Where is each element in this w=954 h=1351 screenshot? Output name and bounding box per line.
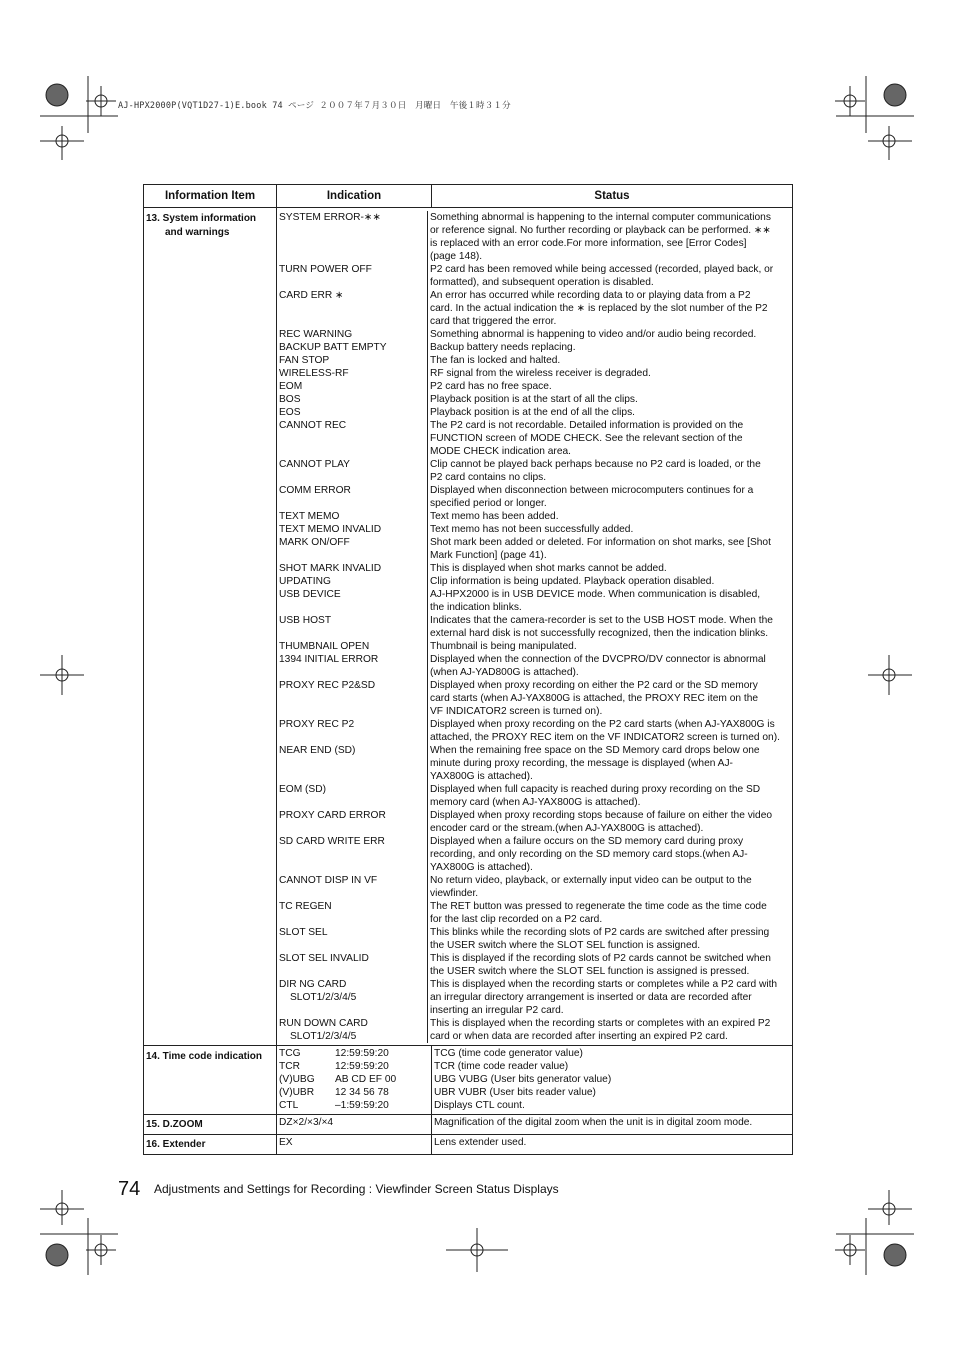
page-number: 74 <box>118 1178 141 1200</box>
indication-text <box>277 328 427 341</box>
time-code-value: 12:59:59:20 <box>335 1061 389 1072</box>
section-16-title: 16. Extender <box>146 1139 206 1150</box>
status-text <box>427 809 792 835</box>
time-code-status: TCR (time code reader value) <box>434 1061 569 1072</box>
section-16-row <box>144 1135 793 1155</box>
indication-text <box>277 744 427 783</box>
indication-text <box>277 783 427 809</box>
indication-text <box>277 523 427 536</box>
status-text <box>427 653 792 679</box>
indication-label: FAN STOP <box>279 355 330 366</box>
status-line: Backup battery needs replacing. <box>430 342 576 353</box>
list-item <box>277 393 792 406</box>
status-line: Playback position is at the end of all the clips. <box>430 407 635 418</box>
indication-label: EOM (SD) <box>279 784 326 795</box>
status-text <box>427 926 792 952</box>
status-text <box>427 354 792 367</box>
status-line: Displayed when proxy recording on either the P2 card or the SD memory <box>430 680 758 691</box>
indication-label: USB DEVICE <box>279 589 341 600</box>
status-line: VF INDICATOR2 screen is turned on). <box>430 706 603 717</box>
indication-label: PROXY REC P2&SD <box>279 680 376 691</box>
status-line: Displayed when disconnection between microcomputers continues for a <box>430 485 754 496</box>
list-item <box>277 900 792 926</box>
status-text <box>427 900 792 926</box>
status-text <box>427 783 792 809</box>
indication-text <box>277 952 427 978</box>
status-line: (when AJ-YAD800G is attached). <box>430 667 579 678</box>
indication-text <box>277 380 427 393</box>
indication-label: TC REGEN <box>279 901 332 912</box>
status-line: The RET button was pressed to regenerate the time code as the time code <box>430 901 767 912</box>
time-code-item <box>277 1086 431 1099</box>
status-line: the indication blinks. <box>430 602 522 613</box>
status-text <box>427 562 792 575</box>
status-line: This is displayed if the recording slots of P2 cards cannot be switched when <box>430 953 771 964</box>
status-line: specified period or longer. <box>430 498 547 509</box>
time-code-status: UBR VUBR (User bits reader value) <box>434 1087 596 1098</box>
section-15-title: 15. D.ZOOM <box>146 1119 203 1130</box>
list-item <box>277 614 792 640</box>
list-item <box>277 640 792 653</box>
status-line: Text memo has been added. <box>430 511 559 522</box>
indication-text <box>277 926 427 952</box>
indication-text <box>277 978 427 1017</box>
status-line: for the last clip recorded on a P2 card. <box>430 914 603 925</box>
indication-label: SLOT SEL INVALID <box>279 953 369 964</box>
time-code-status: TCG (time code generator value) <box>434 1048 583 1059</box>
status-line: P2 card has been removed while being accessed (recorded, played back, or <box>430 264 774 275</box>
column-header-item: Information Item <box>144 185 277 208</box>
indication-label: USB HOST <box>279 615 332 626</box>
indication-text <box>277 588 427 614</box>
time-code-label: (V)UBG <box>279 1074 315 1085</box>
status-text <box>427 380 792 393</box>
status-line: The P2 card is not recordable. Detailed information is provided on the <box>430 420 744 431</box>
indication-text <box>277 1017 427 1043</box>
time-code-label: TCG <box>279 1048 301 1059</box>
status-text <box>427 263 792 289</box>
indication-text <box>277 263 427 289</box>
section-15-row <box>144 1115 793 1135</box>
status-line: This blinks while the recording slots of P2 cards are switched after pressing <box>430 927 770 938</box>
time-code-item <box>277 1047 431 1060</box>
status-text <box>427 458 792 484</box>
indication-text <box>277 341 427 354</box>
status-line: Clip cannot be played back perhaps because no P2 card is loaded, or the <box>430 459 761 470</box>
status-line: minute during proxy recording, the message is displayed (when AJ- <box>430 758 733 769</box>
status-line: P2 card has no free space. <box>430 381 552 392</box>
indication-text <box>277 367 427 380</box>
status-line: When the remaining free space on the SD Memory card drops below one <box>430 745 760 756</box>
status-text <box>427 510 792 523</box>
status-line: YAX800G is attached). <box>430 771 533 782</box>
indication-text <box>277 900 427 926</box>
status-line: P2 card contains no clips. <box>430 472 547 483</box>
indication-label: SLOT SEL <box>279 927 328 938</box>
status-line: card starts (when AJ-YAX800G is attached, the PROXY REC item on the <box>430 693 759 704</box>
list-item <box>277 952 792 978</box>
status-text <box>427 211 792 263</box>
page-caption: Adjustments and Settings for Recording : Viewfinder Screen Status Displays <box>154 1182 559 1196</box>
list-item <box>277 458 792 484</box>
status-text <box>427 744 792 783</box>
time-code-status: UBG VUBG (User bits generator value) <box>434 1074 612 1085</box>
list-item <box>277 835 792 874</box>
status-line: Playback position is at the start of all the clips. <box>430 394 638 405</box>
indication-label: TEXT MEMO INVALID <box>279 524 382 535</box>
indication-label: SYSTEM ERROR-∗∗ <box>279 212 381 223</box>
indication-text <box>277 640 427 653</box>
indication-label: WIRELESS-RF <box>279 368 349 379</box>
status-text <box>427 393 792 406</box>
list-item <box>277 679 792 718</box>
indication-text <box>277 718 427 744</box>
section-15-status: Magnification of the digital zoom when the unit is in digital zoom mode. <box>432 1115 793 1135</box>
indication-label: CANNOT DISP IN VF <box>279 875 378 886</box>
status-text <box>427 614 792 640</box>
status-text <box>427 679 792 718</box>
time-code-status: Displays CTL count. <box>434 1100 525 1111</box>
indication-text <box>277 510 427 523</box>
list-item <box>277 380 792 393</box>
list-item <box>277 783 792 809</box>
status-text <box>427 536 792 562</box>
status-text <box>427 640 792 653</box>
indication-label: BOS <box>279 394 301 405</box>
list-item <box>277 1017 792 1043</box>
indication-text <box>277 562 427 575</box>
status-line: Shot mark been added or deleted. For information on shot marks, see [Shot <box>430 537 771 548</box>
section-14-statuses <box>434 1047 790 1112</box>
indication-label: UPDATING <box>279 576 331 587</box>
time-code-value: 12 34 56 78 <box>335 1087 389 1098</box>
status-line: Indicates that the camera-recorder is set to the USB HOST mode. When the <box>430 615 773 626</box>
list-item <box>277 510 792 523</box>
indication-text <box>277 406 427 419</box>
indication-label: EOM <box>279 381 303 392</box>
status-line: memory card (when AJ-YAX800G is attached). <box>430 797 641 808</box>
indication-text <box>277 614 427 640</box>
list-item <box>277 341 792 354</box>
indication-text <box>277 575 427 588</box>
status-text <box>427 523 792 536</box>
indication-text <box>277 484 427 510</box>
status-line: the USER switch where the SLOT SEL function is assigned is pressed. <box>430 966 750 977</box>
section-14-row <box>144 1046 793 1115</box>
list-item <box>277 406 792 419</box>
list-item <box>277 367 792 380</box>
time-code-value: –1:59:59:20 <box>335 1100 389 1111</box>
indication-text <box>277 809 427 835</box>
section-15-indication: DZ×2/×3/×4 <box>277 1115 432 1135</box>
indication-label: RUN DOWN CARD <box>279 1018 368 1029</box>
status-line: external hard disk is not successfully recognized, then the indication blinks. <box>430 628 769 639</box>
status-line: card or when data are recorded after inserting an expired P2 card. <box>430 1031 728 1042</box>
column-header-status: Status <box>432 185 793 208</box>
indication-sublabel: SLOT1/2/3/4/5 <box>290 992 357 1003</box>
indication-label: CARD ERR ∗ <box>279 290 344 301</box>
table-header-row <box>144 185 793 208</box>
status-line: inserting an irregular P2 card. <box>430 1005 564 1016</box>
section-13-entries <box>277 211 792 1043</box>
time-code-item <box>277 1073 431 1086</box>
list-item <box>277 536 792 562</box>
indication-label: TURN POWER OFF <box>279 264 372 275</box>
indication-text <box>277 419 427 458</box>
section-14-title: 14. Time code indication <box>146 1051 262 1062</box>
indication-label: PROXY REC P2 <box>279 719 355 730</box>
indication-label: REC WARNING <box>279 329 353 340</box>
status-line: Thumbnail is being manipulated. <box>430 641 577 652</box>
indication-label: SD CARD WRITE ERR <box>279 836 385 847</box>
status-line: formatted), and subsequent operation is disabled. <box>430 277 654 288</box>
status-line: RF signal from the wireless receiver is degraded. <box>430 368 651 379</box>
status-line: card that triggered the error. <box>430 316 557 327</box>
status-text <box>427 289 792 328</box>
status-text <box>427 978 792 1017</box>
time-code-item <box>277 1099 431 1112</box>
list-item <box>277 588 792 614</box>
status-line: or reference signal. No further recording or playback can be performed. ∗∗ <box>430 225 771 236</box>
list-item <box>277 523 792 536</box>
status-line: encoder card or the stream.(when AJ-YAX800G is attached). <box>430 823 704 834</box>
status-line: Displayed when proxy recording stops because of failure on either the video <box>430 810 773 821</box>
list-item <box>277 211 792 263</box>
status-line: Displayed when the connection of the DVCPRO/DV connector is abnormal <box>430 654 766 665</box>
list-item <box>277 289 792 328</box>
status-text <box>427 874 792 900</box>
time-code-item <box>277 1060 431 1073</box>
section-13-row <box>144 208 793 1046</box>
status-line: attached, the PROXY REC item on the VF INDICATOR2 screen is turned on). <box>430 732 780 743</box>
crop-target-icon <box>46 84 68 106</box>
list-item <box>277 562 792 575</box>
status-line: FUNCTION screen of MODE CHECK. See the relevant section of the <box>430 433 743 444</box>
indication-label: SHOT MARK INVALID <box>279 563 382 574</box>
time-code-label: (V)UBR <box>279 1087 315 1098</box>
status-line: Mark Function] (page 41). <box>430 550 547 561</box>
indication-text <box>277 289 427 328</box>
indication-label: PROXY CARD ERROR <box>279 810 386 821</box>
status-line: viewfinder. <box>430 888 479 899</box>
status-text <box>427 341 792 354</box>
indication-text <box>277 653 427 679</box>
list-item <box>277 328 792 341</box>
indication-text <box>277 354 427 367</box>
status-text <box>427 328 792 341</box>
information-table <box>143 184 793 1155</box>
indication-label: DIR NG CARD <box>279 979 347 990</box>
list-item <box>277 263 792 289</box>
indication-label: CANNOT PLAY <box>279 459 350 470</box>
list-item <box>277 419 792 458</box>
list-item <box>277 718 792 744</box>
indication-sublabel: SLOT1/2/3/4/5 <box>290 1031 357 1042</box>
status-text <box>427 588 792 614</box>
indication-label: 1394 INITIAL ERROR <box>279 654 379 665</box>
indication-label: BACKUP BATT EMPTY <box>279 342 387 353</box>
section-16-indication: EX <box>277 1135 432 1155</box>
column-header-indication: Indication <box>277 185 432 208</box>
status-line: MODE CHECK indication area. <box>430 446 571 457</box>
section-13-title: 13. System information and warnings <box>146 213 257 238</box>
status-line: Text memo has not been successfully added. <box>430 524 634 535</box>
status-line: Displayed when full capacity is reached during proxy recording on the SD <box>430 784 761 795</box>
status-text <box>427 484 792 510</box>
time-code-label: CTL <box>279 1100 299 1111</box>
indication-label: NEAR END (SD) <box>279 745 356 756</box>
status-line: Clip information is being updated. Playback operation disabled. <box>430 576 715 587</box>
status-text <box>427 1017 792 1043</box>
indication-label: CANNOT REC <box>279 420 347 431</box>
status-line: This is displayed when the recording starts or completes with an expired P2 <box>430 1018 771 1029</box>
list-item <box>277 744 792 783</box>
time-code-value: 12:59:59:20 <box>335 1048 389 1059</box>
status-line: YAX800G is attached). <box>430 862 533 873</box>
status-line: recording, and only recording on the SD memory card stops.(when AJ- <box>430 849 748 860</box>
section-16-status: Lens extender used. <box>432 1135 793 1155</box>
indication-text <box>277 458 427 484</box>
status-text <box>427 367 792 380</box>
status-line: card. In the actual indication the ∗ is replaced by the slot number of the P2 <box>430 303 768 314</box>
status-line: Something abnormal is happening to the internal computer communications <box>430 212 771 223</box>
status-text <box>427 419 792 458</box>
status-line: is replaced with an error code.For more information, see [Error Codes] <box>430 238 747 249</box>
status-text <box>427 575 792 588</box>
indication-label: TEXT MEMO <box>279 511 340 522</box>
indication-label: COMM ERROR <box>279 485 351 496</box>
time-code-label: TCR <box>279 1061 300 1072</box>
list-item <box>277 484 792 510</box>
indication-text <box>277 835 427 874</box>
status-line: This is displayed when the recording starts or completes while a P2 card with <box>430 979 778 990</box>
status-line: An error has occurred while recording data to or playing data from a P2 <box>430 290 751 301</box>
list-item <box>277 978 792 1017</box>
status-text <box>427 952 792 978</box>
status-line: (page 148). <box>430 251 483 262</box>
indication-label: MARK ON/OFF <box>279 537 350 548</box>
indication-label: EOS <box>279 407 301 418</box>
indication-text <box>277 874 427 900</box>
list-item <box>277 926 792 952</box>
indication-text <box>277 211 427 263</box>
status-line: No return video, playback, or externally input video can be output to the <box>430 875 752 886</box>
list-item <box>277 874 792 900</box>
status-text <box>427 718 792 744</box>
list-item <box>277 809 792 835</box>
list-item <box>277 354 792 367</box>
indication-text <box>277 679 427 718</box>
print-header: AJ-HPX2000P(VQT1D27-1)E.book 74 ページ ２００７年７月３０日 月曜日 午後１時３１分 <box>118 101 511 111</box>
indication-label: THUMBNAIL OPEN <box>279 641 370 652</box>
status-line: Displayed when a failure occurs on the SD memory card during proxy <box>430 836 744 847</box>
indication-text <box>277 393 427 406</box>
status-line: The fan is locked and halted. <box>430 355 561 366</box>
status-line: This is displayed when shot marks cannot be added. <box>430 563 667 574</box>
list-item <box>277 575 792 588</box>
time-code-value: AB CD EF 00 <box>335 1074 397 1085</box>
list-item <box>277 653 792 679</box>
indication-text <box>277 536 427 562</box>
status-line: Something abnormal is happening to video and/or audio being recorded. <box>430 329 757 340</box>
status-line: an irregular directory arrangement is inserted or data are recorded after <box>430 992 752 1003</box>
section-14-indications <box>277 1047 431 1112</box>
status-line: Displayed when proxy recording on the P2 card starts (when AJ-YAX800G is <box>430 719 775 730</box>
status-text <box>427 406 792 419</box>
status-line: the USER switch where the SLOT SEL function is assigned. <box>430 940 701 951</box>
status-text <box>427 835 792 874</box>
status-line: AJ-HPX2000 is in USB DEVICE mode. When communication is disabled, <box>430 589 761 600</box>
